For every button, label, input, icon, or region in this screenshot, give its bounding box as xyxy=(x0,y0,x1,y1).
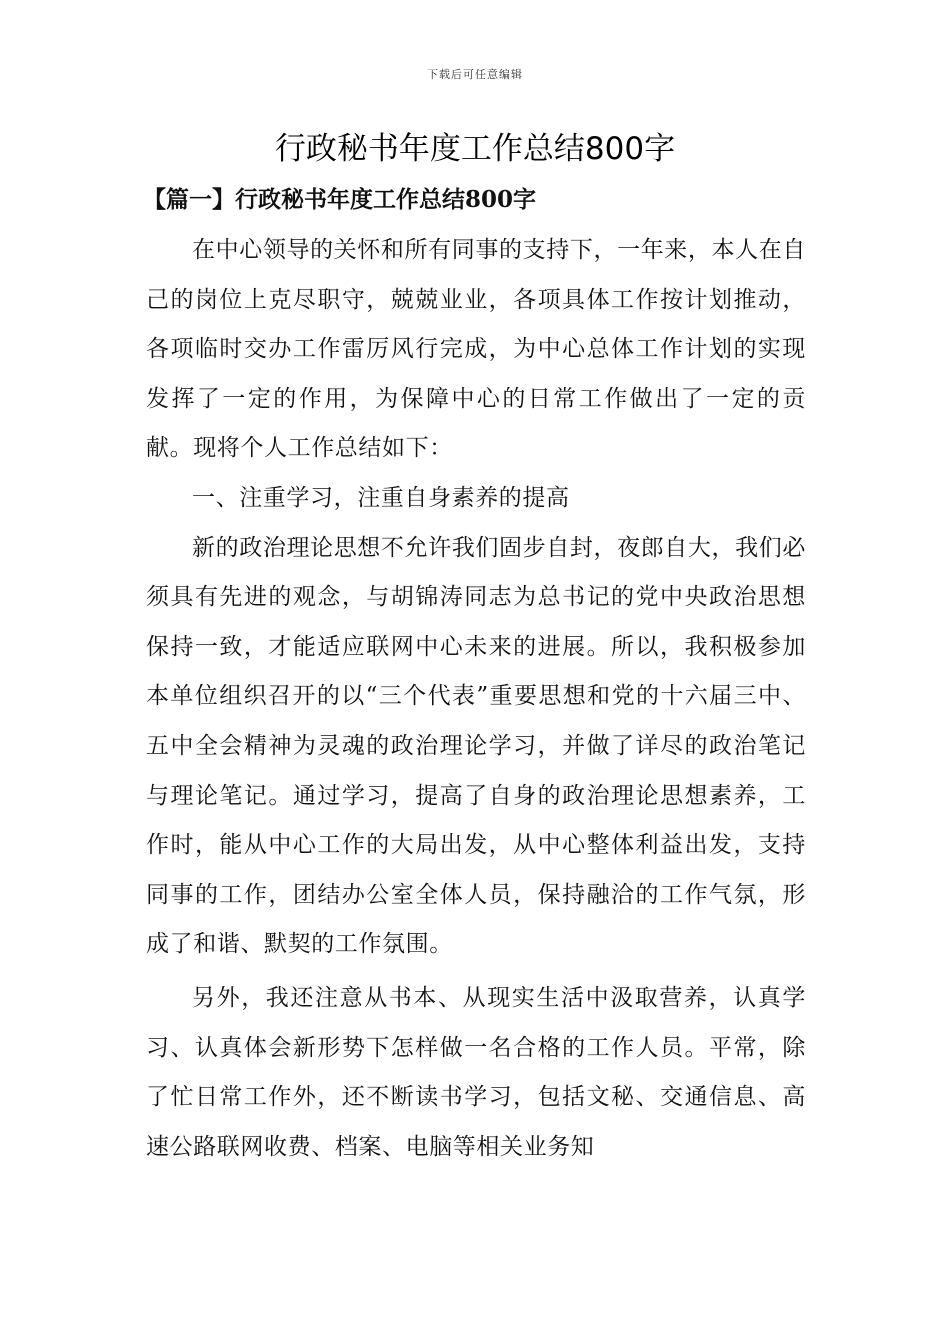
paragraph-additional: 另外，我还注意从书本、从现实生活中汲取营养，认真学习、认真体会新形势下怎样做一名合格的工作人员。平常，除了忙日常工作外，还不断读书学习，包括文秘、交通信息、高速公路联网收费、档案、电脑等相关业务知 xyxy=(146,984,806,1160)
paragraph-study: 新的政治理论思想不允许我们固步自封，夜郎自大，我们必须具有先进的观念，与胡锦涛同志为总书记的党中央政治思想保持一致，才能适应联网中心未来的进展。所以，我积极参加本单位组织召开的以“三个代表”重要思想和党的十六届三中、五中全会精神为灵魂的政治理论学习，并做了详尽的政治笔记与理论笔记。通过学习，提高了自身的政治理论思想素养，工作时，能从中心工作的大局出发，从中心整体利益出发，支持同事的工作，团结办公室全体人员，保持融洽的工作气氛，形成了和谐、默契的工作氛围。 xyxy=(146,534,806,958)
paragraph-intro: 在中心领导的关怀和所有同事的支持下，一年来，本人在自己的岗位上克尽职守，兢兢业业，各项具体工作按计划推动，各项临时交办工作雷厉风行完成，为中心总体工作计划的实现发挥了一定的作用，为保障中心的日常工作做出了一定的贡献。现将个人工作总结如下： xyxy=(146,237,806,462)
document-body xyxy=(146,226,806,1172)
paragraph-subheading: 一、注重学习，注重自身素养的提高 xyxy=(192,484,570,511)
header-note: 下载后可任意编辑 xyxy=(427,68,523,81)
document-title: 行政秘书年度工作总结800字 xyxy=(274,131,676,167)
section-heading: 【篇一】行政秘书年度工作总结800字 xyxy=(143,186,537,213)
